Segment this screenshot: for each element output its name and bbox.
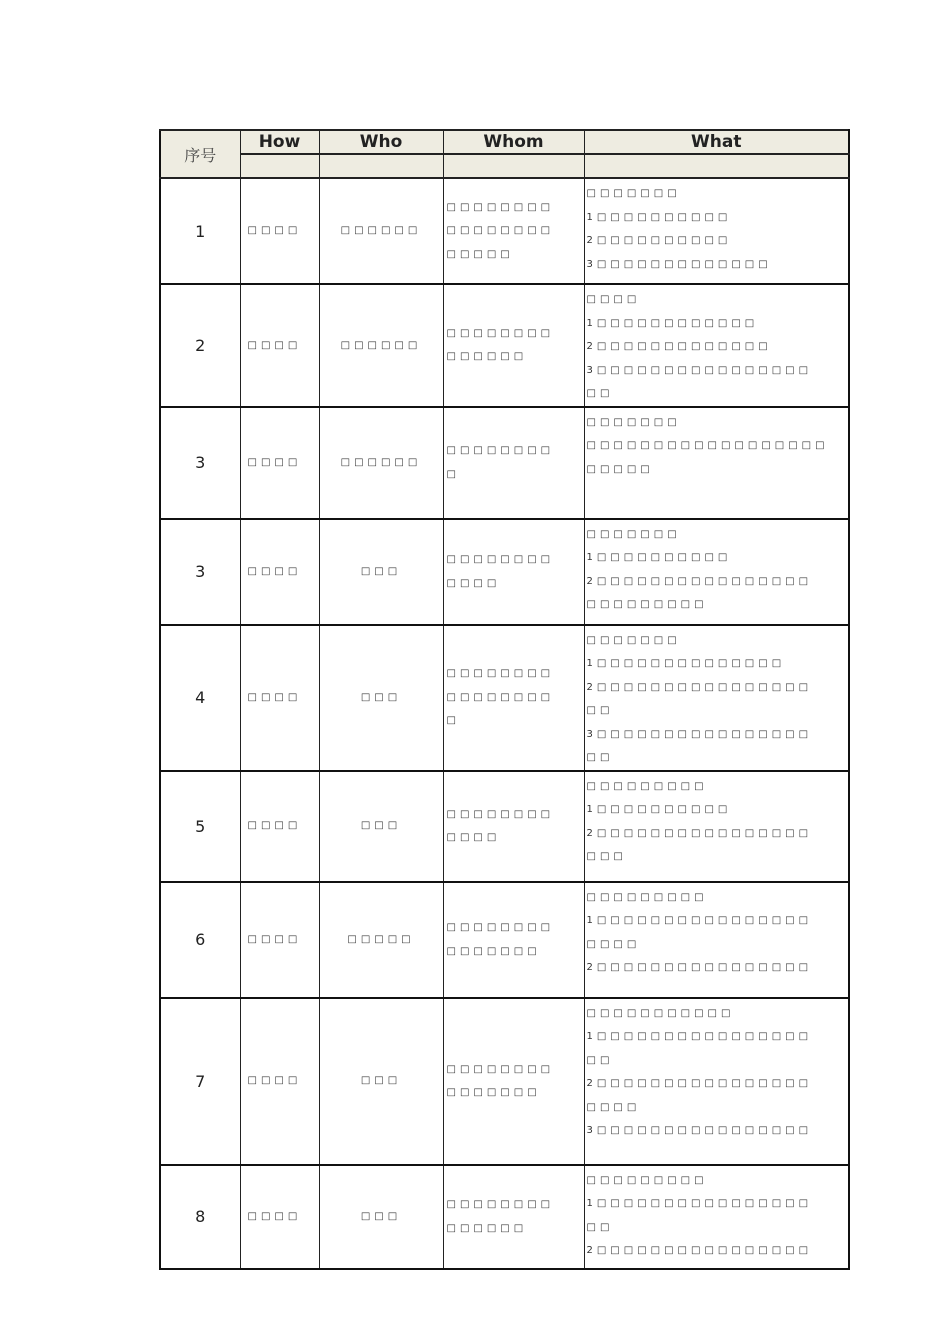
row-whom [443, 771, 584, 882]
what-line: 2□□□□□□□□□□ [586, 235, 732, 246]
whom-line: □□□□□□□□ [446, 445, 555, 456]
table-row [160, 519, 849, 625]
row-whom [443, 625, 584, 771]
what-line: □□ [586, 705, 614, 716]
row-who: □□□□□□ [319, 284, 443, 407]
row-whom [443, 178, 584, 284]
row-who: □□□□□ [319, 882, 443, 998]
row-how: □□□□ [240, 771, 319, 882]
what-line: □□□□ [586, 1101, 641, 1113]
whom-line: □□□□ [446, 832, 501, 843]
what-line: □□ [586, 1054, 614, 1066]
row-what [584, 407, 849, 519]
whom-line: □□□□□□□□ [446, 808, 555, 820]
whom-line: □ [446, 468, 460, 480]
row-what [584, 178, 849, 284]
what-line: □□□□□□□ [586, 188, 681, 199]
row-who: □□□□□□ [319, 407, 443, 519]
row-what [584, 998, 849, 1165]
what-line: □□ [586, 1221, 614, 1233]
what-line: 1□□□□□□□□□□□□□□□□ [586, 915, 813, 926]
row-seq: 3 [160, 407, 240, 519]
table-row [160, 771, 849, 882]
row-seq: 3 [160, 519, 240, 625]
plan-table [159, 129, 850, 1270]
whom-line: □□□□□□□□ [446, 201, 555, 213]
whom-line: □□□□□□□□ [446, 225, 555, 237]
what-line: 1□□□□□□□□□□ [586, 804, 732, 815]
what-line: 1□□□□□□□□□□□□□□ [586, 658, 786, 669]
what-line: □□□□□□□□□ [586, 1174, 708, 1186]
row-how: □□□□ [240, 882, 319, 998]
row-what [584, 519, 849, 625]
table-row [160, 1165, 849, 1269]
row-seq: 4 [160, 625, 240, 771]
header-seq: 序号 [160, 130, 240, 178]
table-row [160, 178, 849, 284]
row-whom [443, 998, 584, 1165]
row-how: □□□□ [240, 178, 319, 284]
table-row [160, 284, 849, 407]
header-who-sub [319, 154, 443, 178]
row-what [584, 284, 849, 407]
what-line: 1□□□□□□□□□□□□□□□□ [586, 1031, 813, 1042]
what-line: 2□□□□□□□□□□□□□□□□ [586, 827, 813, 839]
what-line: □□□□□□□□□□□□□□□□□□ [586, 440, 829, 451]
what-line: □□ [586, 752, 614, 763]
whom-line: □□□□□ [446, 248, 514, 260]
row-who: □□□ [319, 625, 443, 771]
what-line: □□□□□□□ [586, 634, 681, 646]
header-what: What [584, 130, 849, 154]
row-who: □□□ [319, 771, 443, 882]
row-how: □□□□ [240, 284, 319, 407]
header-who: Who [319, 130, 443, 154]
what-line: □□□□□□□□□□□ [586, 1007, 735, 1019]
header-what-sub [584, 154, 849, 178]
whom-line: □□□□□□□□ [446, 1199, 555, 1210]
whom-line: □□□□ [446, 577, 501, 589]
whom-line: □□□□□□□□ [446, 554, 555, 565]
header-whom-sub [443, 154, 584, 178]
row-seq: 8 [160, 1165, 240, 1269]
whom-line: □□□□□□□□ [446, 327, 555, 339]
row-how: □□□□ [240, 625, 319, 771]
row-whom [443, 284, 584, 407]
table-row [160, 882, 849, 998]
row-who: □□□ [319, 998, 443, 1165]
row-what [584, 1165, 849, 1269]
what-line: □□□□ [586, 938, 641, 950]
row-how: □□□□ [240, 519, 319, 625]
what-line: 1□□□□□□□□□□□□□□□□ [586, 1198, 813, 1209]
table-row [160, 407, 849, 519]
row-seq: 5 [160, 771, 240, 882]
row-how: □□□□ [240, 998, 319, 1165]
row-how: □□□□ [240, 407, 319, 519]
what-line: 2□□□□□□□□□□□□□□□□ [586, 681, 813, 693]
row-who: □□□ [319, 1165, 443, 1269]
what-line: 1□□□□□□□□□□ [586, 552, 732, 563]
row-seq: 2 [160, 284, 240, 407]
table-body [160, 178, 849, 1269]
row-how: □□□□ [240, 1165, 319, 1269]
header-whom: Whom [443, 130, 584, 154]
whom-line: □□□□□□ [446, 351, 528, 363]
whom-line: □□□□□□□□ [446, 668, 555, 680]
what-line: 1□□□□□□□□□□ [586, 211, 732, 223]
what-line: □□□□□□□□□ [586, 891, 708, 903]
row-what [584, 625, 849, 771]
what-line: □□□□□□□ [586, 528, 681, 540]
what-line: 2□□□□□□□□□□□□□□□□ [586, 575, 813, 587]
what-line: 3□□□□□□□□□□□□□□□□ [586, 728, 813, 740]
whom-line: □□□□□□□□ [446, 922, 555, 933]
row-seq: 1 [160, 178, 240, 284]
what-line: □□□□ [586, 294, 641, 305]
whom-line: □□□□□□□□ [446, 1063, 555, 1075]
header-how-sub [240, 154, 319, 178]
whom-line: □ [446, 715, 460, 727]
whom-line: □□□□□□ [446, 1222, 528, 1234]
what-line: 2□□□□□□□□□□□□□□□□ [586, 1245, 813, 1256]
row-seq: 7 [160, 998, 240, 1165]
whom-line: □□□□□□□ [446, 945, 541, 957]
row-who: □□□□□□ [319, 178, 443, 284]
whom-line: □□□□□□□ [446, 1087, 541, 1098]
what-line: 2□□□□□□□□□□□□□ [586, 341, 772, 352]
row-whom [443, 1165, 584, 1269]
row-what [584, 771, 849, 882]
what-line: □□□□□ [586, 463, 654, 475]
what-line: 2□□□□□□□□□□□□□□□□ [586, 962, 813, 973]
what-line: □□□□□□□□□ [586, 780, 708, 792]
what-line: 1□□□□□□□□□□□□ [586, 317, 759, 329]
what-line: □□□□□□□□□ [586, 599, 708, 610]
row-whom [443, 407, 584, 519]
what-line: □□ [586, 388, 614, 399]
table-row [160, 998, 849, 1165]
row-whom [443, 519, 584, 625]
what-line: 3□□□□□□□□□□□□□□□□ [586, 364, 813, 376]
row-whom [443, 882, 584, 998]
row-who: □□□ [319, 519, 443, 625]
what-line: 3□□□□□□□□□□□□□ [586, 258, 772, 270]
what-line: 2□□□□□□□□□□□□□□□□ [586, 1078, 813, 1089]
whom-line: □□□□□□□□ [446, 691, 555, 703]
what-line: □□□ [586, 851, 627, 862]
row-what [584, 882, 849, 998]
what-line: 3□□□□□□□□□□□□□□□□ [586, 1125, 813, 1136]
header-how: How [240, 130, 319, 154]
what-line: □□□□□□□ [586, 416, 681, 428]
row-seq: 6 [160, 882, 240, 998]
table-row [160, 625, 849, 771]
